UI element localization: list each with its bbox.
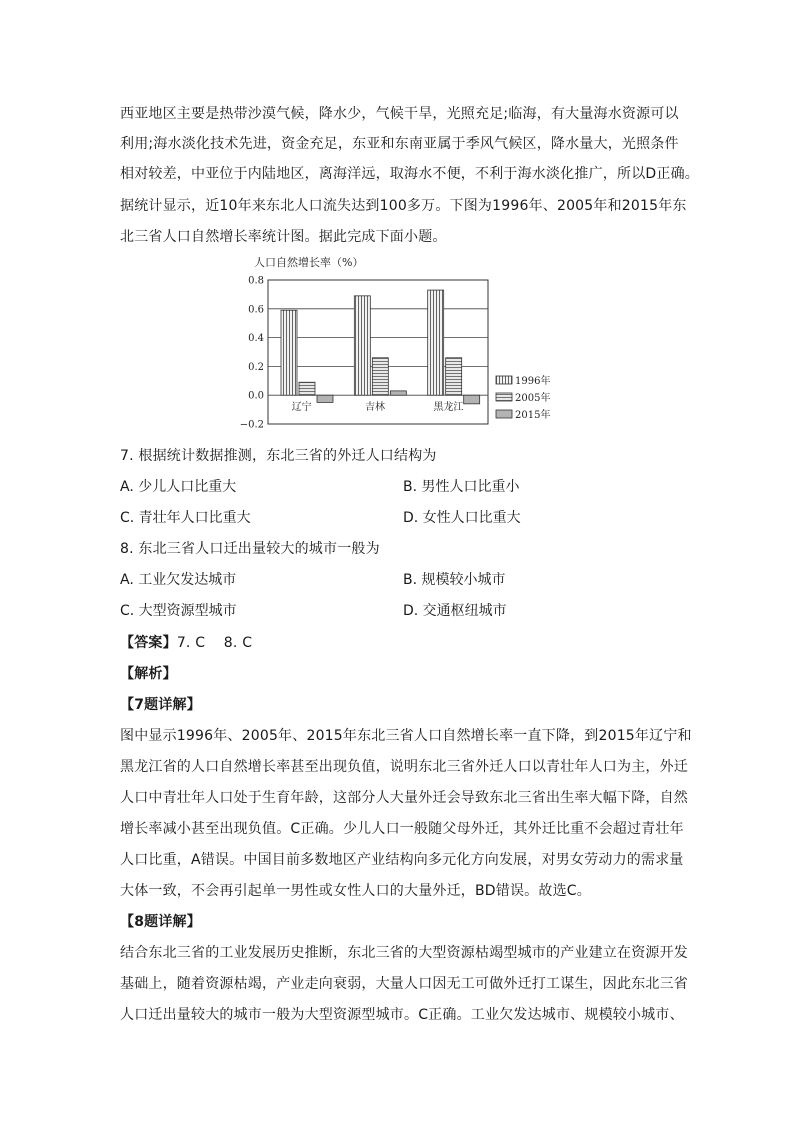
answer-row bbox=[120, 633, 680, 653]
detail-8-label: 【8题详解】 bbox=[120, 914, 201, 930]
legend-swatch bbox=[496, 376, 512, 384]
detail-8-line-3: 人口迁出量较大的城市一般为大型资源型城市。C正确。工业欠发达城市、规模较小城市、 bbox=[120, 1007, 684, 1023]
q7-option-d: D. 女性人口比重大 bbox=[403, 510, 521, 526]
analysis-label: 【解析】 bbox=[120, 666, 177, 682]
answer-text: 7. C 8. C bbox=[176, 635, 253, 651]
chart-y-ticks bbox=[240, 276, 264, 431]
legend-swatch bbox=[496, 393, 512, 401]
intro-line-4: 据统计显示，近10年来东北人口流失达到100多万。下图为1996年、2005年和2015年东 bbox=[120, 198, 687, 214]
bar-2-1 bbox=[354, 296, 370, 395]
y-tick-label: 0.8 bbox=[248, 275, 264, 287]
category-label: 吉林 bbox=[365, 402, 385, 414]
y-tick-label: 0.6 bbox=[248, 304, 264, 316]
q7-option-a: A. 少儿人口比重大 bbox=[120, 479, 237, 495]
detail-7-label: 【7题详解】 bbox=[120, 697, 201, 713]
y-tick-label: 0.2 bbox=[248, 361, 264, 373]
bar-2-3 bbox=[390, 391, 406, 395]
q7-option-b: B. 男性人口比重小 bbox=[403, 479, 520, 495]
chart-title: 人口自然增长率（%） bbox=[254, 256, 364, 269]
bar-1-3 bbox=[317, 395, 333, 402]
bar-1-2 bbox=[299, 382, 315, 395]
answer-label: 【答案】 bbox=[120, 635, 177, 651]
legend-swatch bbox=[496, 410, 512, 418]
detail-7-line-2: 黑龙江省的人口自然增长率甚至出现负值，说明东北三省外迁人口以青壮年人口为主，外迁 bbox=[120, 759, 688, 775]
question-7-stem: 7. 根据统计数据推测，东北三省的外迁人口结构为 bbox=[120, 448, 437, 464]
intro-line-3: 相对较差，中亚位于内陆地区，离海洋远，取海水不便，不利于海水淡化推广，所以D正确。 bbox=[120, 166, 699, 182]
intro-line-5: 北三省人口自然增长率统计图。据此完成下面小题。 bbox=[120, 229, 447, 245]
chart-svg bbox=[240, 252, 560, 432]
intro-line-2: 利用;海水淡化技术先进，资金充足，东亚和东南亚属于季风气候区，降水量大，光照条件 bbox=[120, 136, 679, 152]
population-growth-chart bbox=[240, 252, 560, 432]
q8-option-a: A. 工业欠发达城市 bbox=[120, 572, 237, 588]
bar-2-2 bbox=[372, 358, 388, 395]
detail-7-line-5: 人口比重，A错误。中国目前多数地区产业结构向多元化方向发展，对男女劳动力的需求量 bbox=[120, 852, 684, 868]
legend-label: 1996年 bbox=[515, 376, 551, 387]
q8-option-d: D. 交通枢纽城市 bbox=[403, 603, 507, 619]
question-8-stem: 8. 东北三省人口迁出量较大的城市一般为 bbox=[120, 541, 380, 557]
bar-3-1 bbox=[428, 290, 444, 395]
detail-7-line-1: 图中显示1996年、2005年、2015年东北三省人口自然增长率一直下降，到2015年辽宁和 bbox=[120, 728, 692, 744]
q8-option-c: C. 大型资源型城市 bbox=[120, 603, 237, 619]
bar-3-2 bbox=[446, 358, 462, 395]
q8-option-b: B. 规模较小城市 bbox=[403, 572, 506, 588]
detail-7-line-4: 增长率减小甚至出现负值。C正确。少儿人口一般随父母外迁，其外迁比重不会超过青壮年 bbox=[120, 821, 684, 837]
detail-7-line-6: 大体一致，不会再引起单一男性或女性人口的大量外迁，BD错误。故选C。 bbox=[120, 883, 591, 899]
y-tick-label: −0.2 bbox=[240, 419, 264, 431]
chart-bars bbox=[281, 290, 480, 404]
legend-label: 2005年 bbox=[515, 393, 551, 404]
bar-1-1 bbox=[281, 310, 297, 395]
bar-3-3 bbox=[464, 395, 480, 404]
y-tick-label: 0.0 bbox=[248, 390, 264, 402]
legend-label: 2015年 bbox=[515, 410, 551, 421]
detail-8-line-2: 基础上，随着资源枯竭，产业走向衰弱，大量人口因无工可做外迁打工谋生，因此东北三省 bbox=[120, 976, 688, 992]
chart-legend bbox=[496, 374, 550, 421]
detail-8-line-1: 结合东北三省的工业发展历史推断，东北三省的大型资源枯竭型城市的产业建立在资源开发 bbox=[120, 945, 688, 961]
q7-option-c: C. 青壮年人口比重大 bbox=[120, 510, 251, 526]
y-tick-label: 0.4 bbox=[248, 333, 264, 345]
category-label: 辽宁 bbox=[291, 402, 312, 414]
intro-line-1: 西亚地区主要是热带沙漠气候，降水少，气候干旱，光照充足;临海，有大量海水资源可以 bbox=[120, 106, 679, 122]
detail-7-line-3: 人口中青壮年人口处于生育年龄，这部分人大量外迁会导致东北三省出生率大幅下降，自然 bbox=[120, 790, 688, 806]
category-label: 黑龙江 bbox=[433, 402, 464, 414]
